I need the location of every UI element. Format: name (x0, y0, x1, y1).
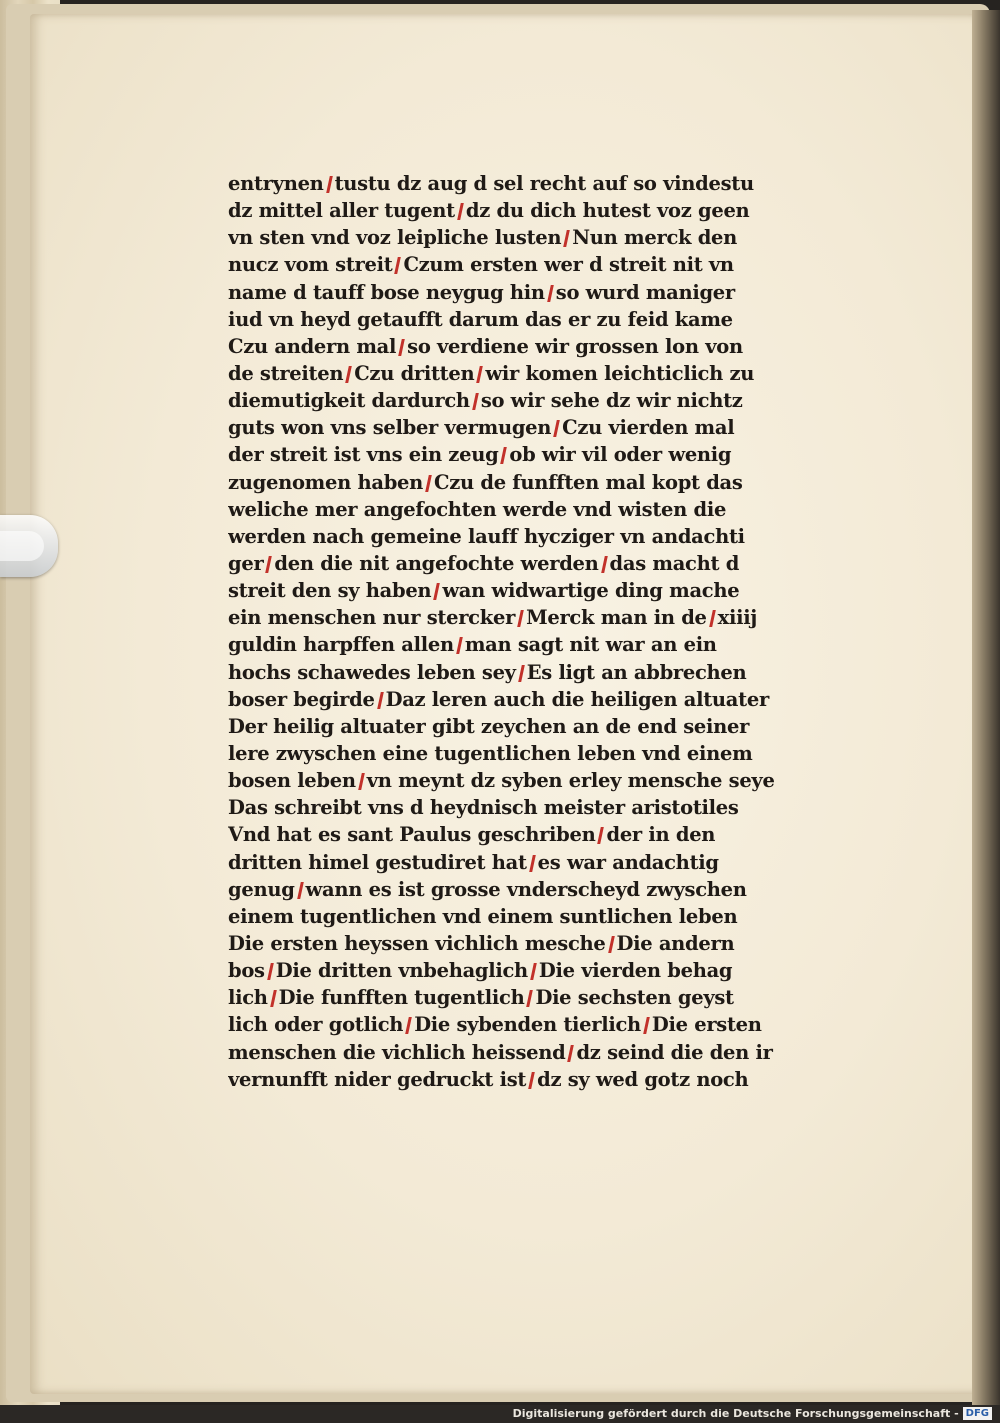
page-clip-highlight (0, 531, 44, 561)
text-segment: vn meynt dz syben erley mensche seye (366, 769, 775, 793)
rubric-mark (398, 339, 405, 356)
rubric-mark (425, 475, 432, 492)
text-segment: Die ersten (651, 1013, 762, 1037)
text-segment: iud vn heyd getaufft darum das er zu feid kame (228, 307, 733, 331)
rubric-mark (395, 257, 402, 274)
rubric-mark (266, 556, 273, 573)
rubric-mark (553, 420, 560, 437)
rubric-mark (457, 203, 464, 220)
text-segment: den die nit angefochte werden (274, 551, 599, 575)
rubric-mark (528, 1072, 535, 1089)
text-segment: der in den (606, 823, 716, 847)
text-line (228, 441, 808, 468)
text-line (228, 659, 808, 686)
text-line (228, 279, 808, 306)
rubric-mark (377, 692, 384, 709)
text-line (228, 577, 808, 604)
rubric-mark (434, 583, 441, 600)
credit-text: Digitalisierung gefördert durch die Deutsche Forschungsgemeinschaft - (512, 1407, 959, 1420)
text-line (228, 930, 808, 957)
rubric-mark (563, 230, 570, 247)
text-segment: vn sten vnd voz leipliche lusten (228, 226, 562, 250)
text-segment: streit den sy haben (228, 579, 432, 603)
text-segment: dz sy wed gotz noch (537, 1067, 749, 1091)
rubric-mark (267, 963, 274, 980)
text-line (228, 957, 808, 984)
text-segment: Die sechsten geyst (535, 986, 734, 1010)
text-segment: guts won vns selber vermugen (228, 416, 552, 440)
text-segment: Vnd hat es sant Paulus geschriben (228, 823, 596, 847)
rubric-mark (547, 285, 554, 302)
text-segment: menschen die vichlich heissend (228, 1040, 566, 1064)
text-line (228, 197, 808, 224)
text-segment: Merck man in de (526, 606, 707, 630)
text-line (228, 496, 808, 523)
text-line (228, 631, 808, 658)
text-line (228, 333, 808, 360)
text-segment: Czum ersten wer d streit nit vn (403, 253, 734, 277)
rubric-mark (709, 610, 716, 627)
text-line (228, 469, 808, 496)
text-segment: genug (228, 877, 295, 901)
text-segment: bosen leben (228, 769, 356, 793)
text-segment: Die dritten vnbehaglich (275, 959, 528, 983)
text-line (228, 984, 808, 1011)
text-segment: wan widwartige ding mache (442, 579, 740, 603)
rubric-mark (530, 963, 537, 980)
text-line (228, 849, 808, 876)
text-segment: Es ligt an abbrechen (526, 660, 747, 684)
rubric-mark (405, 1017, 412, 1034)
rubric-mark (518, 665, 525, 682)
text-segment: weliche mer angefochten werde vnd wisten die (228, 497, 727, 521)
text-segment: Die funfften tugentlich (278, 986, 525, 1010)
text-segment: xiiij (717, 606, 758, 630)
rubric-mark (345, 366, 352, 383)
text-segment: einem tugentlichen vnd einem suntlichen leben (228, 904, 738, 928)
text-segment: ein menschen nur stercker (228, 606, 516, 630)
text-segment: nucz vom streit (228, 253, 393, 277)
rubric-mark (477, 366, 484, 383)
text-line (228, 306, 808, 333)
text-segment: Die andern (616, 931, 735, 955)
text-segment: Nun merck den (572, 226, 738, 250)
text-segment: Das schreibt vns d heydnisch meister aristotiles (228, 796, 739, 820)
text-line (228, 251, 808, 278)
text-segment: dz seind die den ir (576, 1040, 773, 1064)
rubric-mark (568, 1045, 575, 1062)
text-segment: so wir sehe dz wir nichtz (480, 389, 743, 413)
rubric-mark (501, 447, 508, 464)
text-segment: so wurd maniger (555, 280, 735, 304)
text-segment: ob wir vil oder wenig (509, 443, 732, 467)
text-line (228, 1039, 808, 1066)
text-segment: Czu andern mal (228, 334, 397, 358)
text-segment: Czu vierden mal (562, 416, 735, 440)
text-line (228, 360, 808, 387)
text-segment: ger (228, 551, 264, 575)
rubric-mark (527, 990, 534, 1007)
text-segment: lich oder gotlich (228, 1013, 404, 1037)
text-segment: dz mittel aller tugent (228, 199, 455, 223)
text-line (228, 523, 808, 550)
text-line (228, 686, 808, 713)
text-segment: guldin harpffen allen (228, 633, 454, 657)
text-line (228, 794, 808, 821)
dfg-logo: DFG (963, 1407, 992, 1420)
footer-credit (513, 1405, 992, 1423)
text-line (228, 740, 808, 767)
text-segment: werden nach gemeine lauff hycziger vn andachti (228, 524, 745, 548)
text-segment: hochs schawedes leben sey (228, 660, 516, 684)
text-line (228, 903, 808, 930)
rubric-mark (326, 176, 333, 193)
text-segment: entrynen (228, 172, 324, 195)
text-line (228, 767, 808, 794)
rubric-mark (529, 855, 536, 872)
rubric-mark (598, 827, 605, 844)
text-segment: Czu dritten (354, 361, 475, 385)
text-segment: dritten himel gestudiret hat (228, 850, 527, 874)
text-segment: lich (228, 986, 268, 1010)
text-line (228, 224, 808, 251)
text-line (228, 550, 808, 577)
text-segment: Die sybenden tierlich (414, 1013, 641, 1037)
rubric-mark (358, 773, 365, 790)
text-segment: boser begirde (228, 687, 375, 711)
rubric-mark (643, 1017, 650, 1034)
text-segment: wann es ist grosse vnderscheyd zwyschen (305, 877, 747, 901)
rubric-mark (601, 556, 608, 573)
text-segment: es war andachtig (537, 850, 719, 874)
gutter-shadow (972, 10, 1000, 1405)
text-line (228, 170, 808, 197)
text-segment: der streit ist vns ein zeug (228, 443, 499, 467)
text-segment: dz du dich hutest voz geen (465, 199, 750, 223)
text-segment: Die ersten heyssen vichlich mesche (228, 931, 606, 955)
rubric-mark (456, 637, 463, 654)
text-segment: de streiten (228, 361, 344, 385)
text-segment: wir komen leichticlich zu (485, 361, 755, 385)
text-segment: bos (228, 959, 265, 983)
text-segment: lere zwyschen eine tugentlichen leben vnd einem (228, 741, 753, 765)
text-line (228, 821, 808, 848)
text-segment: name d tauff bose neygug hin (228, 280, 545, 304)
rubric-mark (517, 610, 524, 627)
rubric-mark (608, 936, 615, 953)
text-segment: man sagt nit war an ein (464, 633, 717, 657)
rubric-mark (270, 990, 277, 1007)
text-line (228, 604, 808, 631)
text-block (228, 170, 808, 1093)
text-line (228, 387, 808, 414)
text-line (228, 1011, 808, 1038)
rubric-mark (472, 393, 479, 410)
text-segment: das macht d (609, 551, 740, 575)
text-segment: zugenomen haben (228, 470, 424, 494)
text-segment: Daz leren auch die heiligen altuater (385, 687, 769, 711)
rubric-mark (297, 882, 304, 899)
text-line (228, 1066, 808, 1093)
text-segment: diemutigkeit dardurch (228, 389, 470, 413)
footer-bar (0, 1405, 1000, 1423)
text-segment: so verdiene wir grossen lon von (407, 334, 743, 358)
text-segment: Die vierden behag (538, 959, 733, 983)
text-line (228, 414, 808, 441)
text-segment: tustu dz aug d sel recht auf so vindestu (334, 172, 754, 195)
text-line (228, 713, 808, 740)
text-segment: Der heilig altuater gibt zeychen an de end seiner (228, 714, 750, 738)
text-segment: Czu de funfften mal kopt das (434, 470, 743, 494)
text-segment: vernunfft nider gedruckt ist (228, 1067, 527, 1091)
text-line (228, 876, 808, 903)
